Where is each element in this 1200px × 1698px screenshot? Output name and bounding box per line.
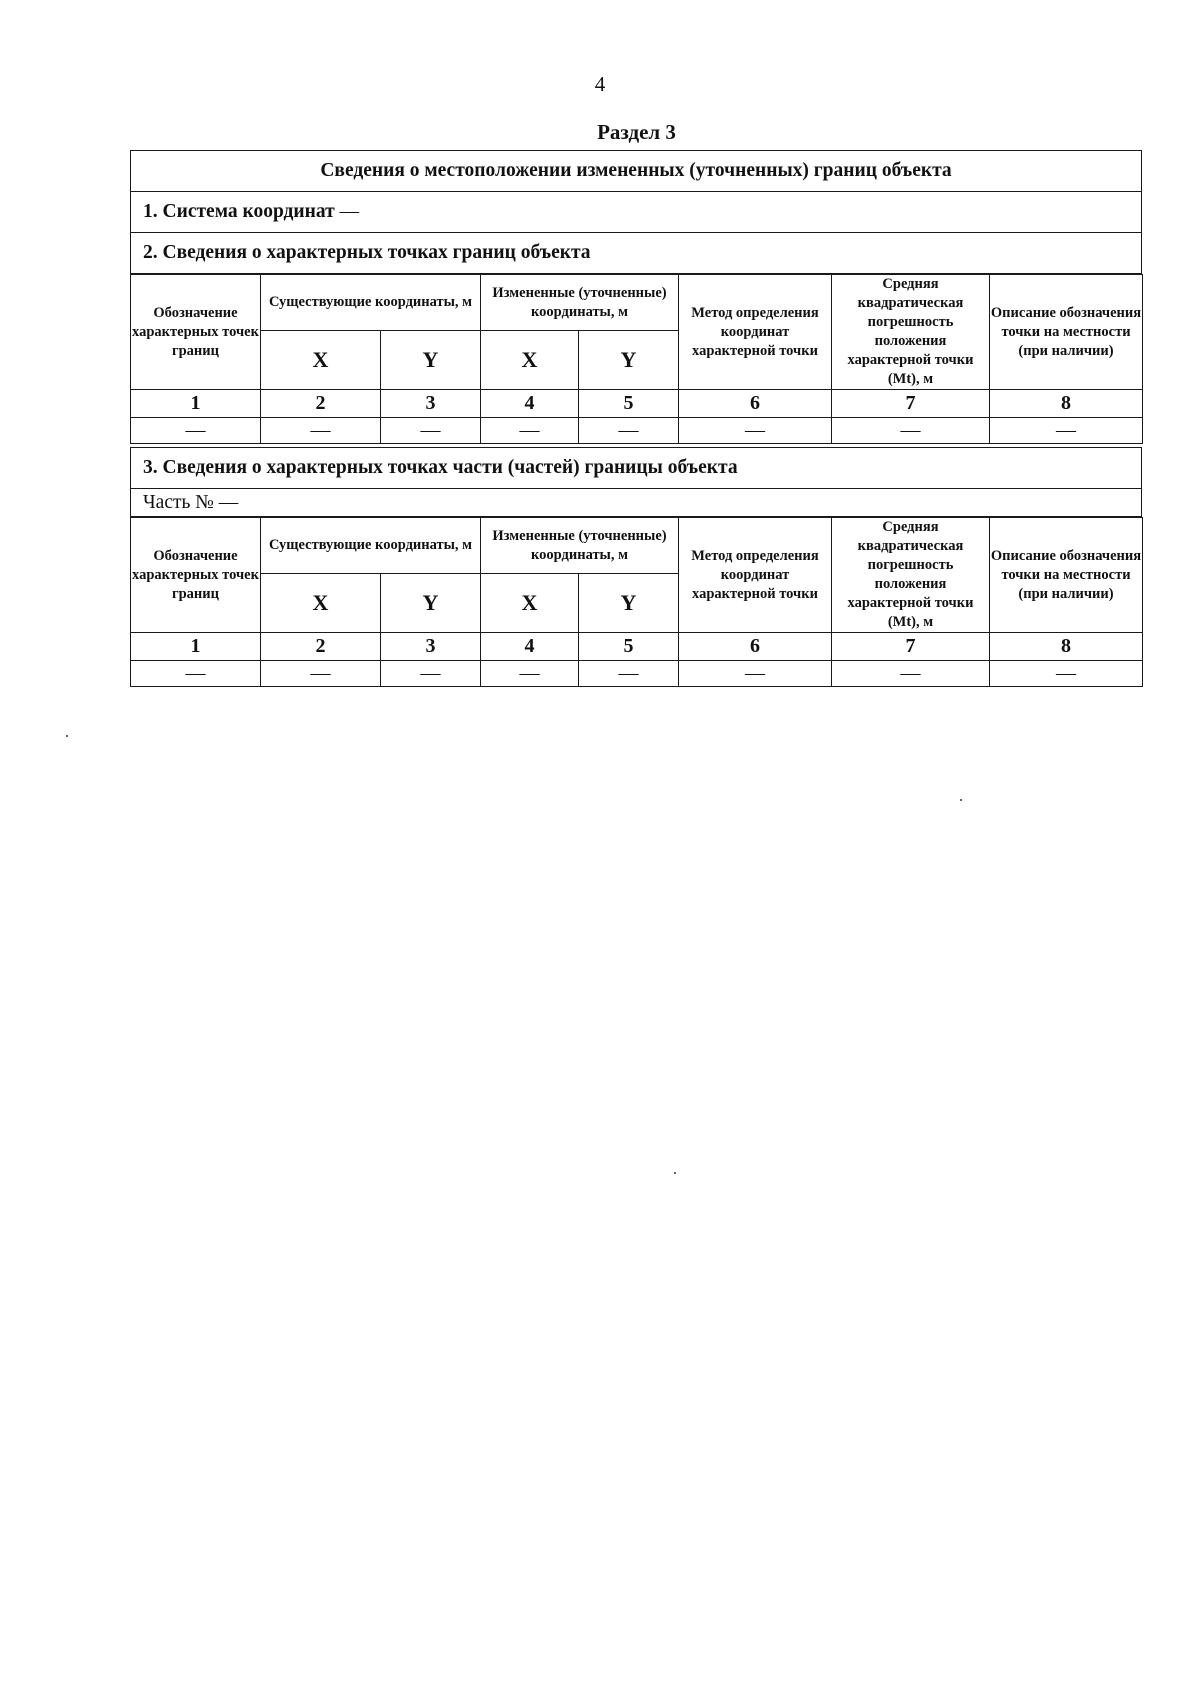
column-number: 6 [679,390,832,418]
existing-coords-header: Существующие координаты, м [261,518,481,574]
designation-header: Обозначение характерных точек границ [131,518,261,633]
empty-value: — [679,418,832,444]
part-number-label: Часть № — [131,489,1142,517]
column-number: 6 [679,633,832,661]
coordinate-system-label: 1. Система координат [143,201,335,222]
empty-value: — [261,661,381,687]
empty-value: — [990,418,1143,444]
points-grid [130,274,1143,444]
column-number: 3 [381,390,481,418]
existing-x-header: X [261,331,381,390]
existing-coords-header: Существующие координаты, м [261,275,481,331]
parts-section-title: 3. Сведения о характерных точках части (частей) границы объекта [131,448,1142,489]
header-table [130,150,1142,274]
empty-value: — [832,661,990,687]
coordinate-system-row [131,192,1142,233]
method-header: Метод определения координат характерной точки [679,275,832,390]
empty-value: — [131,418,261,444]
column-number: 1 [131,633,261,661]
designation-header: Обозначение характерных точек границ [131,275,261,390]
coordinate-system-value: — [339,201,360,222]
empty-value: — [990,661,1143,687]
points-section-title: 2. Сведения о характерных точках границ объекта [131,233,1142,274]
column-number: 2 [261,390,381,418]
existing-y-header: Y [381,574,481,633]
column-number: 5 [579,633,679,661]
method-header: Метод определения координат характерной точки [679,518,832,633]
empty-value: — [481,418,579,444]
empty-value: — [131,661,261,687]
empty-value: — [381,661,481,687]
description-header: Описание обозначения точки на местности (при наличии) [990,518,1143,633]
points-table [130,274,1142,444]
empty-value: — [481,661,579,687]
page-number: 4 [594,72,606,96]
scan-speck [66,735,68,737]
column-number: 8 [990,390,1143,418]
scan-speck [960,799,962,801]
error-header: Средняя квадратическая погрешность положения характерной точки (Mt), м [832,518,990,633]
column-number: 2 [261,633,381,661]
parts-grid [130,517,1143,687]
existing-x-header: X [261,574,381,633]
error-header: Средняя квадратическая погрешность положения характерной точки (Mt), м [832,275,990,390]
changed-y-header: Y [579,574,679,633]
column-number: 7 [832,390,990,418]
changed-x-header: X [481,331,579,390]
empty-value: — [381,418,481,444]
section-title: Раздел 3 [597,120,676,144]
description-header: Описание обозначения точки на местности (при наличии) [990,275,1143,390]
empty-value: — [579,418,679,444]
empty-value: — [832,418,990,444]
changed-coords-header: Измененные (уточненные) координаты, м [481,518,679,574]
boundary-table-frame [130,150,1142,687]
column-number: 1 [131,390,261,418]
column-number: 3 [381,633,481,661]
column-number: 5 [579,390,679,418]
parts-table [130,517,1142,687]
scan-speck [674,1172,676,1174]
column-number: 8 [990,633,1143,661]
empty-value: — [579,661,679,687]
column-number: 4 [481,390,579,418]
table-title: Сведения о местоположении измененных (уточненных) границ объекта [131,151,1142,192]
existing-y-header: Y [381,331,481,390]
column-number: 7 [832,633,990,661]
changed-y-header: Y [579,331,679,390]
column-number: 4 [481,633,579,661]
empty-value: — [261,418,381,444]
changed-coords-header: Измененные (уточненные) координаты, м [481,275,679,331]
parts-header-table [130,447,1142,517]
empty-value: — [679,661,832,687]
changed-x-header: X [481,574,579,633]
